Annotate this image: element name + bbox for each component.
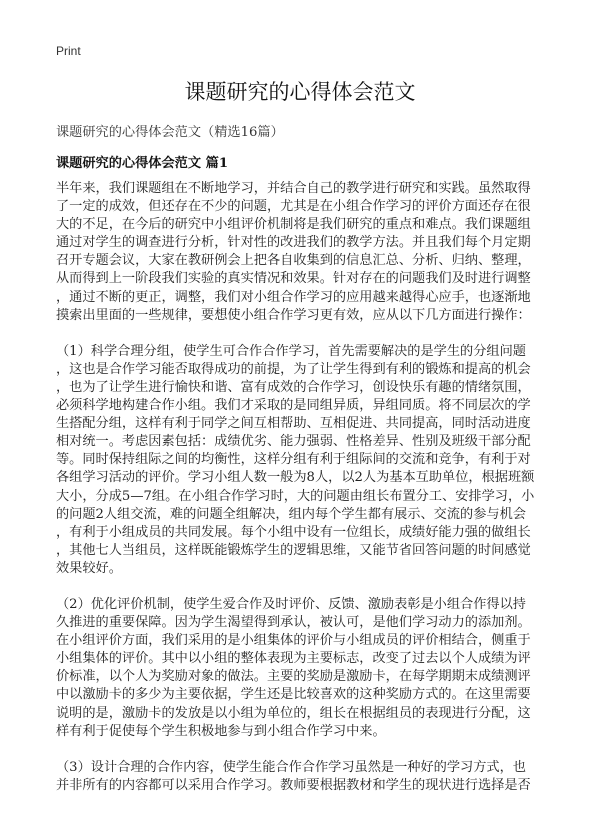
text-line: 半年来，我们课题组在不断地学习，并结合自己的教学进行研究和实践。虽然取得 [56, 181, 531, 196]
text-line: ，也为了让学生进行愉快和谐、富有成效的合作学习，创设快乐有趣的情绪氛围， [56, 379, 531, 395]
text-line: 的问题2人组交流，难的问题全组解决，组内每个学生都有展示、交流的参与机会 [56, 506, 526, 522]
document-subtitle: 课题研究的心得体会范文（精选16篇） [56, 125, 284, 140]
text-line: 各组学习活动的评价。学习小组人数一般为8人，以2人为基本互助单位，根据班额 [56, 470, 535, 486]
print-link[interactable]: Print [56, 44, 81, 58]
text-line: 生搭配分组，这样有利于同学之间互相帮助、互相促进、共同提高，同时活动进度 [56, 416, 531, 432]
page-title: 课题研究的心得体会范文 [184, 80, 416, 104]
text-line: 并非所有的内容都可以采用合作学习。教师要根据教材和学生的现状进行选择是否 [56, 777, 531, 793]
text-line: 召开专题会议，大家在教研例会上把各自收集到的信息汇总、分析、归纳、整理， [56, 253, 531, 269]
text-line: 小组集体的评价。其中以小组的整体表现为主要标志，改变了过去以个人成绩为评 [56, 651, 531, 667]
text-line: （2）优化评价机制，使学生爱合作及时评价、反馈、激励表彰是小组合作得以持 [56, 596, 526, 612]
body-paragraph [56, 596, 548, 741]
text-line: ，通过不断的更正，调整，我们对小组合作学习的应用越来越得心应手，也逐渐地 [56, 289, 531, 305]
body-paragraph [56, 343, 548, 578]
text-line: 摸索出里面的一些规律，要想使小组合作学习更有效，应从以下几方面进行操作： [56, 307, 531, 323]
text-line: 大小，分成5—7组。在小组合作学习时，大的问题由组长布置分工、安排学习，小 [56, 488, 535, 504]
body-paragraph [56, 180, 548, 325]
text-line: 通过对学生的调查进行分析，针对性的改进我们的教学方法。并且我们每个月定期 [56, 235, 531, 251]
text-line: （1）科学合理分组，使学生可合作合作学习，首先需要解决的是学生的分组问题 [56, 343, 526, 359]
text-line: 价标准，以个人为奖励对象的做法。主要的奖励是激励卡，在每学期期末成绩测评 [56, 669, 531, 685]
body-paragraph [56, 759, 548, 795]
text-line: （3）设计合理的合作内容，使学生能合作合作学习虽然是一种好的学习方式，也 [56, 759, 526, 775]
text-line: 了一定的成效，但还存在不少的问题，尤其是在小组合作学习的评价方面还存在很 [56, 199, 531, 215]
text-line: 在小组评价方面，我们采用的是小组集体的评价与小组成员的评价相结合，侧重于 [56, 633, 531, 649]
text-line: 大的不足，在今后的研究中小组评价机制将是我们研究的重点和难点。我们课题组 [56, 217, 531, 233]
text-line: 说明的是，激励卡的发放是以小组为单位的，组长在根据组员的表现进行分配，这 [56, 705, 531, 721]
text-line: 中以激励卡的多少为主要依据，学生还是比较喜欢的这种奖励方式的。在这里需要 [56, 687, 531, 703]
text-line: 必须科学地构建合作小组。我们才采取的是同组异质，异组同质。将不同层次的学 [56, 398, 531, 414]
text-line: 效果较好。 [56, 560, 122, 576]
text-line: 等。同时保持组际之间的均衡性，这样分组有利于组际间的交流和竞争，有利于对 [56, 452, 531, 468]
text-line: 久推进的重要保障。因为学生渴望得到承认，被认可，是他们学习动力的添加剂。 [56, 615, 531, 631]
text-line: ，有利于小组成员的共同发展。每个小组中设有一位组长，成绩好能力强的做组长 [56, 524, 531, 540]
text-line: 相对统一。考虑因素包括：成绩优劣、能力强弱、性格差异、性别及班级干部分配 [56, 434, 531, 450]
text-line: 从而得到上一阶段我们实验的真实情况和效果。针对存在的问题我们及时进行调整 [56, 271, 531, 287]
text-line: 样有利于促使每个学生积极地参与到小组合作学习中来。 [56, 723, 386, 739]
section-heading: 课题研究的心得体会范文 篇1 [56, 156, 229, 171]
article-body [56, 180, 548, 813]
text-line: ，其他七人当组员，这样既能锻炼学生的逻辑思维，又能节省回答问题的时间感觉 [56, 542, 531, 558]
text-line: ，这也是合作学习能否取得成功的前提，为了让学生得到有利的锻炼和提高的机会 [56, 361, 531, 377]
